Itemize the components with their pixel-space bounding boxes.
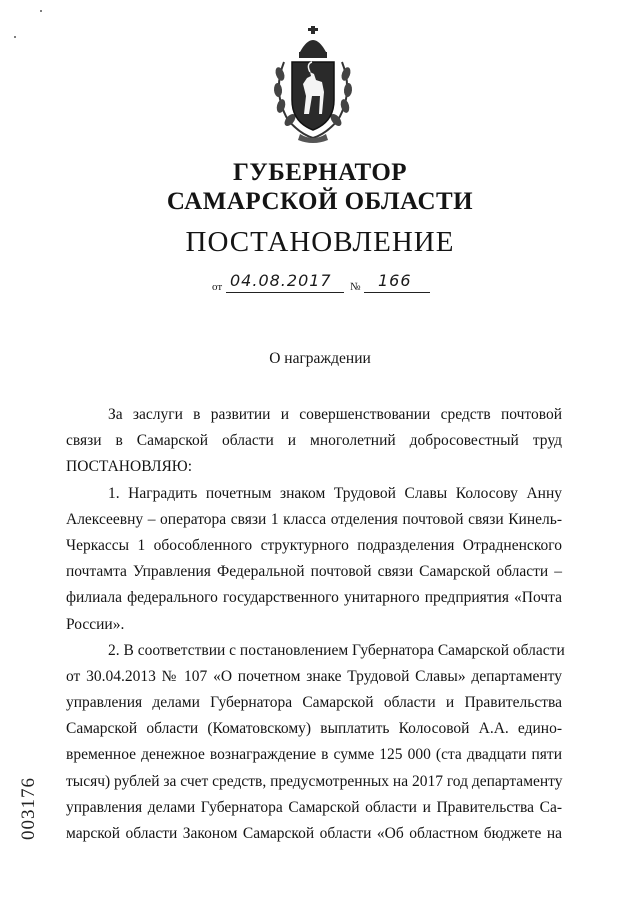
body-line: Самарской области (Коматовскому) выплатить Колосовой А.А. едино- xyxy=(66,720,562,738)
body-line: России». xyxy=(66,615,125,633)
body-line: филиала федерального государственного унитарного предприятия «Почта xyxy=(66,589,562,607)
body-line: Черкассы 1 обособленного структурного подразделения Отрадненского xyxy=(66,536,562,554)
date-prefix: от xyxy=(212,281,223,293)
authority-title-line2: САМАРСКОЙ ОБЛАСТИ xyxy=(166,188,474,215)
body-line: За заслуги в развитии и совершенствовании средств почтовой xyxy=(108,406,562,423)
body-line: связи в Самарской области и многолетний добросовестный труд xyxy=(66,432,562,450)
document-body xyxy=(66,402,565,847)
body-line: ПОСТАНОВЛЯЮ: xyxy=(66,458,193,476)
body-line: управления делами Губернатора Самарской области и Правительства Са- xyxy=(66,798,562,816)
scan-speck xyxy=(40,10,42,12)
samara-coat-of-arms-icon xyxy=(270,22,356,146)
number-value: 166 xyxy=(378,271,412,290)
scan-speck xyxy=(14,36,16,38)
authority-title-line1: ГУБЕРНАТОР xyxy=(232,159,408,186)
number-prefix: № xyxy=(350,281,361,293)
body-line: управления делами Губернатора Самарской области и Правительства xyxy=(66,694,562,712)
body-line: 1. Наградить почетным знаком Трудовой Славы Колосову Анну xyxy=(108,484,562,502)
body-line: от 30.04.2013 № 107 «О почетном знаке Трудовой Славы» департаменту xyxy=(66,667,562,685)
date-value: 04.08.2017 xyxy=(230,271,332,290)
body-line: марской области Законом Самарской области «Об областном бюджете на xyxy=(66,825,562,842)
body-line: тысяч) рублей за счет средств, предусмотренных на 2017 год департаменту xyxy=(66,772,563,790)
body-line: Алексеевну – оператора связи 1 класса отделения почтовой связи Кинель- xyxy=(66,510,562,528)
document-subject: О награждении xyxy=(269,350,371,367)
number-underline xyxy=(364,292,430,293)
body-line: 2. В соответствии с постановлением Губернатора Самарской области xyxy=(108,641,565,659)
body-line: почтамта Управления Федеральной почтовой связи Самарской области – xyxy=(66,563,562,581)
side-registration-code: 003176 xyxy=(18,777,39,840)
document-type-heading: ПОСТАНОВЛЕНИЕ xyxy=(185,226,455,258)
date-underline xyxy=(226,292,344,293)
body-line: временное денежное вознаграждение в сумме 125 000 (ста двадцати пяти xyxy=(66,746,562,764)
date-number-line xyxy=(212,271,432,293)
